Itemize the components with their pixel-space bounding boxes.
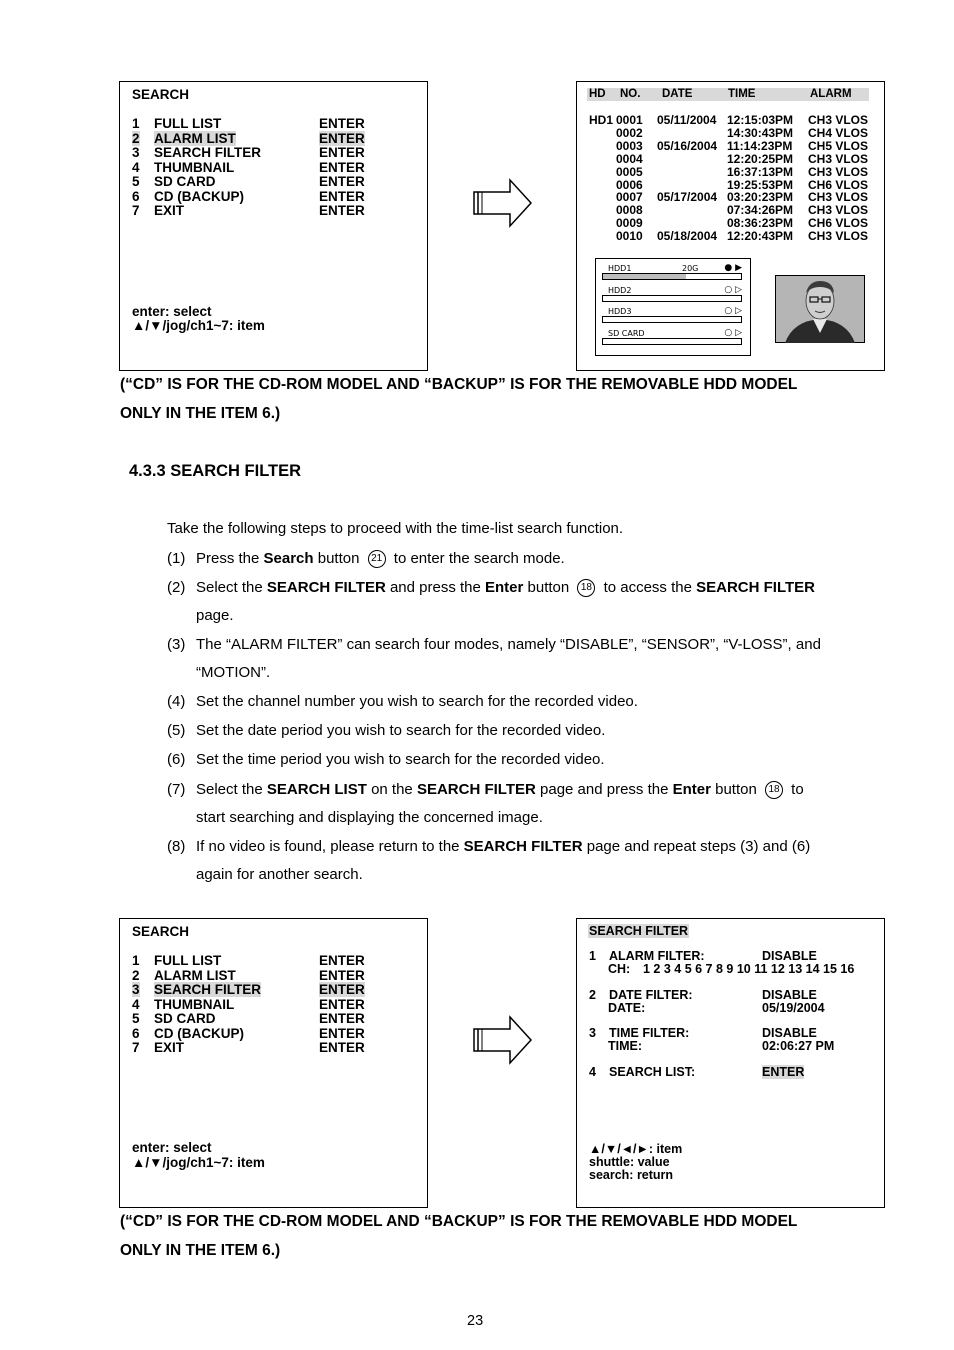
menu-item-number: 3	[132, 145, 140, 160]
button-number-icon: 21	[368, 550, 386, 568]
play-inactive-icon: ○ ▷	[724, 284, 742, 295]
menu-item-enter[interactable]: ENTER	[319, 967, 365, 983]
step-number: (7)	[167, 781, 186, 798]
menu-item-number: 2	[132, 967, 140, 983]
page-number: 23	[467, 1313, 484, 1329]
step-text-part: If no video is found, please return to the	[196, 838, 464, 855]
step-text-part: Select the	[196, 781, 267, 798]
step-bold-text: SEARCH LIST	[266, 781, 367, 798]
cell-no: 0005	[616, 164, 643, 179]
header-hd: HD	[589, 88, 606, 100]
hdd-usage-bar	[602, 273, 742, 280]
help-search: search: return	[589, 1168, 674, 1182]
menu-item-enter[interactable]: ENTER	[319, 1011, 365, 1026]
cell-time: 14:30:43PM	[727, 125, 794, 140]
menu-item-cd-backup[interactable]	[132, 189, 422, 204]
cell-time: 11:14:23PM	[727, 138, 793, 153]
cell-no: 0003	[616, 138, 643, 153]
date-filter-value[interactable]: DISABLE	[762, 988, 817, 1002]
menu-item-exit[interactable]	[132, 1040, 422, 1055]
step-text-part: Set the time period you wish to search for the recorded video.	[196, 751, 605, 768]
menu-item-enter[interactable]: ENTER	[319, 982, 365, 997]
menu-item-cd-backup[interactable]	[132, 1026, 422, 1041]
step-text-part: Set the date period you wish to search for the recorded video.	[196, 722, 606, 739]
menu-item-number: 5	[132, 1011, 140, 1026]
menu-item-sd-card[interactable]	[132, 1011, 422, 1026]
search-menu-screen	[119, 81, 428, 371]
step-text	[196, 838, 810, 856]
cell-time: 07:34:26PM	[727, 203, 794, 218]
search-list-enter[interactable]: ENTER	[762, 1065, 805, 1079]
hdd-status-panel	[595, 258, 751, 356]
search-filter-title: SEARCH FILTER	[589, 924, 689, 938]
search-menu-title: SEARCH	[132, 87, 190, 102]
play-inactive-icon: ○ ▷	[724, 306, 742, 316]
menu-item-number: 6	[132, 1025, 140, 1041]
step-text-part: button	[523, 579, 574, 596]
cell-no: 0008	[616, 203, 643, 218]
cell-alarm: CH3 VLOS	[808, 164, 869, 179]
section-heading: 4.3.3 SEARCH FILTER	[129, 462, 302, 480]
hdd-name: HDD3	[608, 307, 632, 316]
footer-item: ▲/▼/jog/ch1~7: item	[132, 1155, 265, 1170]
menu-item-enter[interactable]: ENTER	[319, 116, 365, 131]
help-item: ▲/▼/◄/►: item	[589, 1142, 683, 1156]
step-bold-text: SEARCH FILTER	[463, 838, 583, 855]
menu-item-alarm-list[interactable]	[132, 968, 422, 983]
step-number: (4)	[167, 693, 186, 710]
hdd-usage-bar	[602, 316, 742, 323]
step-text-part: to	[787, 781, 804, 798]
menu-item-label: EXIT	[154, 1040, 185, 1055]
menu-item-number: 4	[132, 159, 140, 175]
menu-item-label: ALARM LIST	[154, 130, 236, 146]
hdd-usage-bar	[602, 338, 742, 345]
step-text-part: Set the channel number you wish to search for the recorded video.	[196, 693, 638, 710]
menu-item-sd-card[interactable]	[132, 174, 422, 189]
cell-no: 0009	[616, 216, 643, 231]
hdd-name: SD CARD	[608, 328, 645, 338]
hdd-usage-bar	[602, 295, 742, 302]
cell-time: 08:36:23PM	[727, 216, 794, 231]
step-number: (1)	[167, 550, 186, 567]
step-text-continued: page.	[196, 607, 234, 624]
header-date: DATE	[662, 88, 693, 100]
step-text-part: page and press the	[535, 781, 673, 798]
step-text	[196, 751, 605, 769]
menu-item-full-list[interactable]	[132, 116, 422, 131]
menu-item-number: 4	[132, 996, 140, 1012]
menu-item-enter[interactable]: ENTER	[319, 953, 365, 968]
menu-item-enter[interactable]: ENTER	[319, 996, 365, 1012]
header-time: TIME	[728, 88, 756, 100]
footer-select: enter: select	[132, 1140, 212, 1155]
button-number-icon: 18	[577, 579, 595, 597]
cell-alarm: CH5 VLOS	[808, 138, 869, 153]
cell-time: 03:20:23PM	[727, 190, 794, 205]
search-menu-title: SEARCH	[132, 924, 190, 939]
menu-item-label: FULL LIST	[154, 953, 222, 968]
menu-item-label: SD CARD	[154, 1011, 216, 1026]
date-value[interactable]: 05/19/2004	[762, 1001, 825, 1015]
cell-no: 0004	[616, 151, 643, 166]
menu-item-number: 3	[132, 982, 140, 997]
step-bold-text: Enter	[485, 579, 524, 596]
step-number: (8)	[167, 838, 186, 855]
menu-item-alarm-list[interactable]	[132, 131, 422, 146]
menu-item-label: SEARCH FILTER	[154, 145, 261, 160]
cell-no: 0001	[616, 113, 643, 127]
menu-item-enter[interactable]: ENTER	[319, 203, 365, 218]
note-cd-backup-line1: (“CD” IS FOR THE CD-ROM MODEL AND “BACKUP” IS FOR THE REMOVABLE HDD MODEL	[120, 1213, 798, 1230]
menu-item-label: SEARCH FILTER	[154, 982, 261, 997]
alarm-filter-value[interactable]: DISABLE	[762, 949, 817, 963]
cell-date: 05/17/2004	[657, 190, 718, 205]
cell-time: 12:20:25PM	[727, 151, 794, 166]
footer-select: enter: select	[132, 304, 212, 319]
cell-time: 12:15:03PM	[727, 113, 794, 127]
cell-time: 12:20:43PM	[727, 229, 794, 244]
step-bold-text: Search	[263, 550, 314, 567]
step-text-continued: start searching and displaying the concerned image.	[196, 809, 543, 826]
play-inactive-icon: ○ ▷	[724, 327, 742, 338]
time-label: TIME:	[608, 1039, 643, 1053]
note-cd-backup-line2: ONLY IN THE ITEM 6.)	[120, 1242, 281, 1259]
step-text-part: to enter the search mode.	[389, 550, 565, 567]
hdd-item	[602, 264, 742, 284]
step-number: (6)	[167, 751, 186, 768]
date-label: DATE:	[608, 1001, 646, 1015]
step-number: (3)	[167, 636, 186, 653]
button-number-icon: 18	[765, 781, 783, 799]
alarm-list-screen	[576, 81, 885, 371]
menu-item-thumbnail[interactable]	[132, 997, 422, 1012]
menu-item-label: THUMBNAIL	[154, 159, 235, 175]
step-text	[196, 550, 565, 568]
right-arrow-icon	[472, 178, 534, 228]
alarm-filter-label: ALARM FILTER:	[609, 949, 705, 963]
menu-item-full-list[interactable]	[132, 953, 422, 968]
time-filter-value[interactable]: DISABLE	[762, 1026, 817, 1040]
intro-text: Take the following steps to proceed with the time-list search function.	[167, 520, 624, 537]
menu-item-label: THUMBNAIL	[154, 996, 235, 1012]
menu-item-label: CD (BACKUP)	[154, 1025, 244, 1041]
menu-item-number: 7	[132, 203, 140, 218]
cell-alarm: CH4 VLOS	[808, 125, 869, 140]
step-text-part: to access the	[599, 579, 697, 596]
menu-item-enter[interactable]: ENTER	[319, 159, 365, 175]
cell-alarm: CH6 VLOS	[808, 216, 869, 231]
help-shuttle: shuttle: value	[589, 1155, 670, 1169]
step-text	[196, 636, 821, 654]
step-number: (2)	[167, 579, 186, 596]
time-filter-label: TIME FILTER:	[609, 1026, 690, 1040]
menu-item-exit[interactable]	[132, 203, 422, 218]
cell-time: 16:37:13PM	[727, 164, 794, 179]
cell-alarm: CH3 VLOS	[808, 190, 869, 205]
cell-date: 05/11/2004	[657, 113, 717, 127]
menu-item-enter[interactable]: ENTER	[319, 145, 365, 160]
hdd-usage-fill	[603, 274, 686, 279]
menu-item-enter[interactable]: ENTER	[319, 130, 365, 146]
hdd-capacity: 20G	[682, 264, 699, 273]
header-alarm: ALARM	[810, 88, 852, 100]
hdd-name: HDD2	[608, 285, 632, 295]
step-number: (5)	[167, 722, 186, 739]
hdd-item	[602, 307, 742, 327]
menu-item-enter[interactable]: ENTER	[319, 1040, 365, 1055]
step-text	[196, 781, 804, 799]
step-text	[196, 693, 638, 711]
right-arrow-icon	[472, 1015, 534, 1065]
footer-item: ▲/▼/jog/ch1~7: item	[132, 318, 265, 333]
cell-no: 0006	[616, 177, 643, 192]
menu-item-label: ALARM LIST	[154, 967, 236, 983]
cell-date: 05/18/2004	[657, 229, 718, 244]
cell-hd: HD1	[589, 113, 614, 127]
menu-item-label: EXIT	[154, 203, 185, 218]
menu-item-number: 7	[132, 1040, 140, 1055]
menu-item-enter[interactable]: ENTER	[319, 188, 365, 204]
play-active-icon: ● ▶	[724, 263, 742, 273]
cell-no: 0002	[616, 125, 643, 140]
step-text-part: and press the	[385, 579, 486, 596]
search-menu-screen-2	[119, 918, 428, 1208]
date-filter-label: DATE FILTER:	[609, 988, 693, 1002]
channel-label: CH:	[608, 962, 631, 976]
time-value[interactable]: 02:06:27 PM	[762, 1039, 835, 1053]
thumbnail-image	[775, 275, 865, 343]
search-list-label: SEARCH LIST:	[609, 1065, 696, 1079]
cell-date: 05/16/2004	[657, 138, 718, 153]
menu-item-search-filter[interactable]	[132, 145, 422, 160]
step-bold-text: SEARCH FILTER	[696, 579, 816, 596]
note-cd-backup-line2: ONLY IN THE ITEM 6.)	[120, 405, 281, 422]
step-bold-text: SEARCH FILTER	[266, 579, 386, 596]
hdd-name: HDD1	[608, 264, 632, 273]
step-text-part: button	[313, 550, 364, 567]
note-cd-backup-line1: (“CD” IS FOR THE CD-ROM MODEL AND “BACKUP” IS FOR THE REMOVABLE HDD MODEL	[120, 376, 798, 393]
menu-item-number: 1	[132, 116, 140, 131]
cell-alarm: CH3 VLOS	[808, 203, 869, 218]
step-bold-text: Enter	[672, 781, 711, 798]
menu-item-search-filter[interactable]	[132, 982, 422, 997]
menu-item-number: 2	[132, 130, 140, 146]
cell-alarm: CH6 VLOS	[808, 177, 869, 192]
cell-time: 19:25:53PM	[727, 177, 794, 192]
menu-item-label: CD (BACKUP)	[154, 188, 244, 204]
search-filter-screen: SEARCH FILTER 1 ALARM FILTER: DISABLE CH: 1 2 3 4 5 6 7 8 9 10 11 12 13 14 15 16 2 DATE FILTER: DISABLE DATE: 05/19/2004 3 TIME FILTER: DISABLE TIME: 02:06:27 PM 4 SEARCH LIST: ENTER ▲/▼/◄/►: item shuttle: value search: return	[576, 918, 885, 1208]
step-bold-text: SEARCH FILTER	[416, 781, 536, 798]
cell-no: 0010	[616, 229, 643, 244]
menu-item-thumbnail[interactable]	[132, 160, 422, 175]
menu-item-enter[interactable]: ENTER	[319, 174, 365, 189]
menu-item-label: SD CARD	[154, 174, 216, 189]
step-text-part: The “ALARM FILTER” can search four modes, namely “DISABLE”, “SENSOR”, “V-LOSS”, and	[196, 636, 821, 653]
hdd-item	[602, 329, 742, 349]
cell-alarm: CH3 VLOS	[808, 151, 869, 166]
cell-alarm: CH3 VLOS	[808, 113, 869, 127]
channel-value[interactable]: 1 2 3 4 5 6 7 8 9 10 11 12 13 14 15 16	[643, 962, 855, 976]
menu-item-number: 1	[132, 953, 140, 968]
header-no: NO.	[620, 88, 641, 100]
step-text-continued: “MOTION”.	[196, 664, 271, 681]
menu-item-enter[interactable]: ENTER	[319, 1025, 365, 1041]
step-text	[196, 579, 815, 597]
hdd-item	[602, 286, 742, 306]
menu-item-number: 6	[132, 188, 140, 204]
step-text-continued: again for another search.	[196, 866, 363, 883]
step-text-part: Press the	[196, 550, 264, 567]
menu-item-number: 5	[132, 174, 140, 189]
step-text-part: page and repeat steps (3) and (6)	[582, 838, 811, 855]
step-text	[196, 722, 605, 740]
cell-no: 0007	[616, 190, 643, 205]
cell-alarm: CH3 VLOS	[808, 229, 869, 244]
step-text-part: Select the	[196, 579, 267, 596]
menu-item-label: FULL LIST	[154, 116, 222, 131]
step-text-part: button	[710, 781, 761, 798]
step-text-part: on the	[366, 781, 417, 798]
